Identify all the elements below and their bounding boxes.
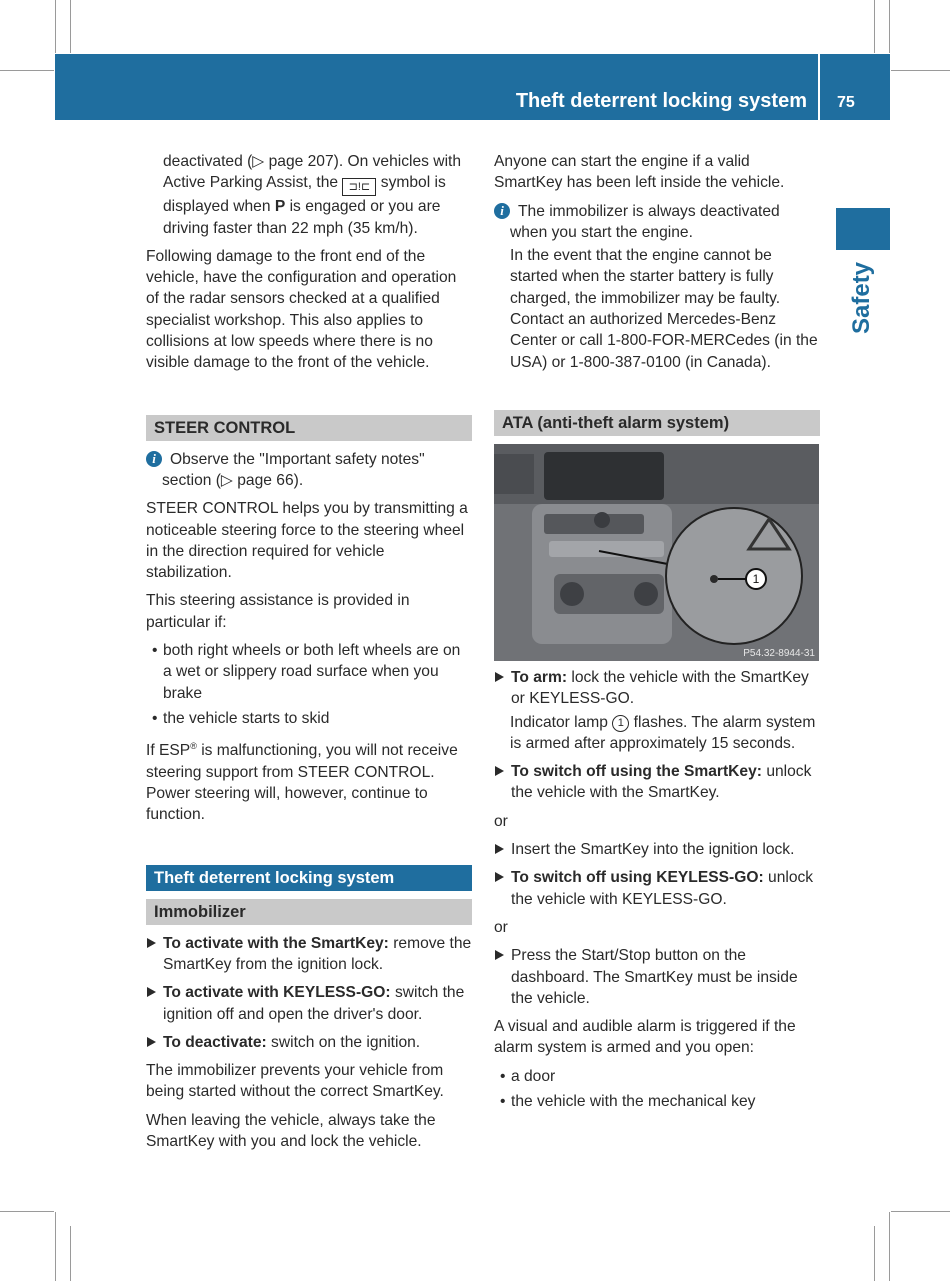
dashboard-photo — [494, 444, 819, 661]
step-bold: To deactivate: — [163, 1033, 267, 1051]
indicator-before: Indicator lamp — [510, 713, 608, 731]
intro-line1: deactivated (▷ page 207). On vehicles with — [163, 153, 462, 170]
header-title: Theft deterrent locking system — [515, 90, 807, 112]
steer-control-heading: STEER CONTROL — [146, 415, 472, 441]
step-text: unlock the vehicle with the SmartKey. — [511, 763, 812, 802]
crop-mark — [70, 0, 71, 53]
step-bold: To activate with KEYLESS-GO: — [163, 984, 391, 1002]
crop-mark — [0, 1211, 54, 1212]
side-tab-marker — [836, 208, 890, 250]
step-text: unlock the vehicle with KEYLESS-GO. — [511, 869, 814, 908]
or-label: or — [494, 812, 508, 830]
steer-paragraph-2: This steering assistance is provided in particular if: — [146, 592, 410, 631]
parking-assist-symbol-icon: ⊐!⊏ — [342, 178, 376, 196]
left-column — [146, 151, 472, 1159]
photo-code: P54.32-8944-31 — [743, 647, 815, 659]
intro-line4: driving faster than 22 mph (35 km/h). — [163, 219, 418, 237]
step-text: switch the ignition off and open the driver's door. — [163, 984, 465, 1023]
indicator-lamp-callout: 1 — [612, 715, 629, 732]
step-bold: To activate with the SmartKey: — [163, 934, 389, 952]
crop-mark — [874, 0, 875, 53]
step-activate-smartkey — [146, 933, 472, 976]
step-insert-smartkey: Insert the SmartKey into the ignition lock. — [494, 839, 820, 860]
crop-mark — [874, 1226, 875, 1281]
info-icon: i — [146, 451, 162, 467]
immobilizer-paragraph-1: The immobilizer prevents your vehicle from being started without the correct SmartKey. — [146, 1062, 444, 1101]
damage-paragraph: Following damage to the front end of the vehicle, have the configuration and operation of the radar sensors checked at a qualified specialist workshop. This also applies to collisions at low speeds where there is no visible damage to the front of the vehicle. — [146, 247, 457, 372]
page-header — [55, 54, 890, 120]
step-activate-keyless — [146, 982, 472, 1025]
immobilizer-heading: Immobilizer — [146, 899, 472, 925]
step-bold: To switch off using the SmartKey: — [511, 763, 762, 781]
crop-mark — [891, 70, 950, 71]
gear-p-label: P — [274, 198, 286, 216]
intro-line2b: symbol is — [380, 174, 446, 192]
page-number: 75 — [837, 94, 855, 111]
step-switch-off-smartkey — [494, 761, 820, 804]
crop-mark — [889, 1212, 890, 1281]
step-bold: To switch off using KEYLESS-GO: — [511, 869, 764, 887]
right-column — [494, 151, 820, 1116]
or-label: or — [494, 918, 508, 936]
intro-text — [146, 151, 472, 239]
steer-bullet-1: • both right wheels or both left wheels are on a wet or slippery road surface when you brake — [146, 640, 472, 704]
smartkey-paragraph: Anyone can start the engine if a valid SmartKey has been left inside the vehicle. — [494, 153, 785, 192]
theft-deterrent-heading: Theft deterrent locking system — [146, 865, 472, 891]
esp-registered-mark: ® — [190, 741, 197, 752]
step-switch-off-keyless — [494, 867, 820, 910]
indicator-lamp-text — [494, 712, 820, 755]
immobilizer-info-note — [494, 201, 820, 244]
intro-line3b: is engaged or you are — [289, 198, 441, 216]
dashboard-illustration — [494, 444, 819, 661]
crop-mark — [891, 1211, 950, 1212]
ata-heading: ATA (anti-theft alarm system) — [494, 410, 820, 436]
crop-mark — [55, 0, 56, 53]
esp-text: is malfunctioning, you will not receive steering support from STEER CONTROL. Power steering will, however, continue to function. — [146, 742, 458, 824]
intro-line3a: displayed when — [163, 198, 271, 216]
immobilizer-paragraph-2: When leaving the vehicle, always take the SmartKey with you and lock the vehicle. — [146, 1111, 436, 1150]
alarm-bullet-2: • the vehicle with the mechanical key — [494, 1091, 820, 1112]
steer-paragraph-1: STEER CONTROL helps you by transmitting a noticeable steering force to the steering wheel in the direction required for vehicle stabilization. — [146, 500, 468, 582]
alarm-bullet-1: • a door — [494, 1066, 820, 1087]
alarm-paragraph: A visual and audible alarm is triggered if the alarm system is armed and you open: — [494, 1018, 796, 1057]
step-deactivate — [146, 1032, 472, 1053]
immobilizer-info-lead: The immobilizer is always deactivated when you start the engine. — [510, 202, 780, 241]
crop-mark — [0, 70, 54, 71]
esp-paragraph — [146, 736, 472, 825]
step-text: switch on the ignition. — [271, 1033, 421, 1051]
step-text: remove the SmartKey from the ignition lock. — [163, 934, 472, 973]
indicator-after: flashes. The alarm system is armed after approximately 15 seconds. — [510, 713, 816, 752]
step-text: lock the vehicle with the SmartKey or KEYLESS-GO. — [511, 668, 809, 708]
steer-info-note — [146, 449, 472, 492]
step-arm — [494, 667, 820, 710]
step-press-start-stop: Press the Start/Stop button on the dashboard. The SmartKey must be inside the vehicle. — [494, 945, 820, 1009]
side-tab-label: Safety — [848, 261, 875, 334]
step-bold: To arm: — [511, 668, 568, 686]
steer-bullet-2: • the vehicle starts to skid — [146, 708, 472, 729]
crop-mark — [889, 0, 890, 53]
esp-prefix: If ESP — [146, 742, 191, 760]
intro-line2a: Active Parking Assist, the — [163, 174, 339, 192]
crop-mark — [70, 1226, 71, 1281]
immobilizer-info-body: In the event that the engine cannot be started when the starter battery is fully charged, the immobilizer may be faulty. Contact an authorized Mercedes-Benz Center or call 1-800-FOR-MERCedes (in the USA) or 1-800-387-0100 (in Canada). — [510, 247, 818, 371]
photo-callout-number: 1 — [752, 571, 760, 586]
header-divider — [818, 54, 820, 120]
steer-info-text: Observe the "Important safety notes" section (▷ page 66). — [162, 450, 425, 489]
info-icon: i — [494, 203, 510, 219]
crop-mark — [55, 1212, 56, 1281]
